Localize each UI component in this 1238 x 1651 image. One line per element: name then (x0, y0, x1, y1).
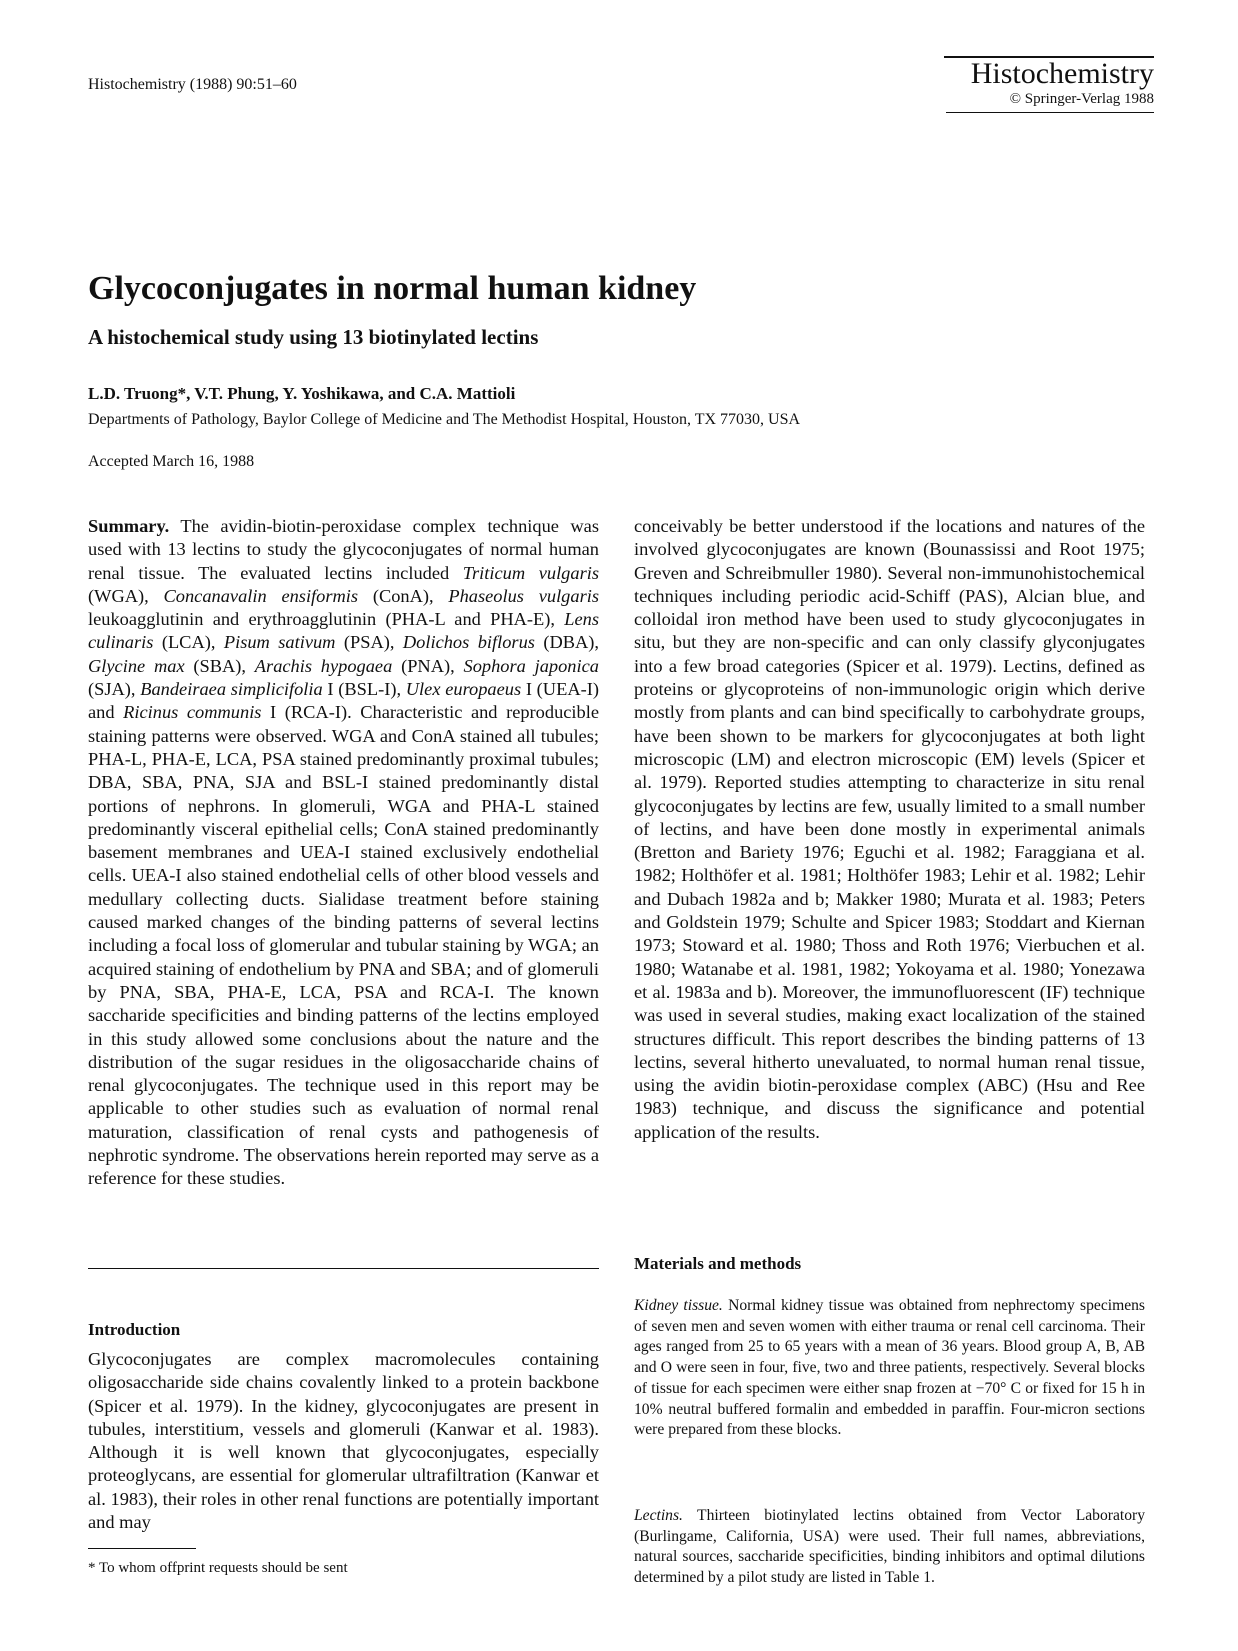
affiliation: Departments of Pathology, Baylor College of Medicine and The Methodist Hospital, Houston, TX 77030, USA (88, 411, 801, 428)
footnote-rule (88, 1548, 196, 1549)
footnote: * To whom offprint requests should be sent (88, 1560, 348, 1576)
introduction-heading: Introduction (88, 1320, 181, 1339)
copyright-line: © Springer-Verlag 1988 (1009, 91, 1154, 107)
journal-citation: Histochemistry (1988) 90:51–60 (88, 76, 297, 93)
journal-name: Histochemistry (970, 57, 1154, 90)
kidney-tissue-label: Kidney tissue. (634, 1297, 723, 1314)
summary-divider (88, 1268, 599, 1269)
introduction-continued-paragraph: conceivably be better understood if the locations and natures of the involved glycoconjugates are known (Bounassissi and Root 1975; Greven and Schreibmuller 1980). Several non-immunohistochemical techniques including periodic acid-Schiff (PAS), Alcian blue, and colloidal iron method have been used to study glycoconjugates in situ, but they are non-specific and can only classify glyconjugates into a few broad categories (Spicer et al. 1979). Lectins, defined as proteins or glycoproteins of non-immunologic origin which derive mostly from plants and can bind specifically to carbohydrate groups, have been shown to be markers for glycoconjugates at both light microscopic (LM) and electron microscopic (EM) levels (Spicer et al. 1979). Reported studies attempting to characterize in situ renal glycoconjugates by lectins are few, usually limited to a small number of lectins, and have been done mostly in experimental animals (Bretton and Bariety 1976; Eguchi et al. 1982; Faraggiana et al. 1982; Holthöfer et al. 1981; Holthöfer 1983; Lehir et al. 1982; Lehir and Dubach 1982a and b; Makker 1980; Murata et al. 1983; Peters and Goldstein 1979; Schulte and Spicer 1983; Stoddart and Kiernan 1973; Stoward et al. 1980; Thoss and Roth 1976; Vierbuchen et al. 1980; Watanabe et al. 1981, 1982; Yokoyama et al. 1980; Yonezawa et al. 1983a and b). Moreover, the immunofluorescent (IF) technique was used in several studies, making exact localization of the stained structures difficult. This report describes the binding patterns of 13 lectins, several hitherto unevaluated, to normal human renal tissue, using the avidin biotin-peroxidase complex (ABC) (Hsu and Ree 1983) technique, and discuss the significance and potential application of the results. (634, 516, 1145, 1142)
summary-section (88, 515, 599, 1191)
summary-paragraph: Summary. The avidin-biotin-peroxidase complex technique was used with 13 lectins to study the glycoconjugates of normal human renal tissue. The evaluated lectins included Triticum vulgaris (WGA), Concanavalin ensiformis (ConA), Phaseolus vulgaris leukoagglutinin and erythroagglutinin (PHA-L and PHA-E), Lens culinaris (LCA), Pisum sativum (PSA), Dolichos biflorus (DBA), Glycine max (SBA), Arachis hypogaea (PNA), Sophora japonica (SJA), Bandeiraea simplicifolia I (BSL-I), Ulex europaeus I (UEA-I) and Ricinus communis I (RCA-I). Characteristic and reproducible staining patterns were observed. WGA and ConA stained all tubules; PHA-L, PHA-E, LCA, PSA stained predominantly proximal tubules; DBA, SBA, PNA, SJA and BSL-I stained predominantly distal portions of nephrons. In glomeruli, WGA and PHA-L stained predominantly visceral epithelial cells; ConA stained predominantly basement membranes and UEA-I stained exclusively endothelial cells. UEA-I also stained endothelial cells of other blood vessels and medullary collecting ducts. Sialidase treatment before staining caused marked changes of the binding patterns of several lectins including a focal loss of glomerular and tubular staining by WGA; an acquired staining of endothelium by PNA and SBA; and of glomeruli by PNA, SBA, PHA-E, LCA, PSA and RCA-I. The known saccharide specificities and binding patterns of the lectins employed in this study allowed some conclusions about the nature and the distribution of the sugar residues in the oligosaccharide chains of renal glycoconjugates. The technique used in this report may be applicable to other studies such as evaluation of normal renal maturation, classification of renal cysts and pathogenesis of nephrotic syndrome. The observations herein reported may serve as a reference for these studies. (88, 516, 600, 1189)
summary-heading: Summary. (88, 516, 170, 536)
article-subtitle: A histochemical study using 13 biotinylated lectins (88, 325, 539, 349)
materials-methods-heading: Materials and methods (634, 1254, 802, 1273)
author-list: L.D. Truong*, V.T. Phung, Y. Yoshikawa, and C.A. Mattioli (88, 384, 516, 403)
introduction-paragraph: Glycoconjugates are complex macromolecules containing oligosaccharide side chains covalently linked to a protein backbone (Spicer et al. 1979). In the kidney, glycoconjugates are present in tubules, interstitium, vessels and glomeruli (Kanwar et al. 1983). Although it is well known that glycoconjugates, especially proteoglycans, are essential for glomerular ultrafiltration (Kanwar et al. 1983), their roles in other renal functions are potentially important and may (88, 1349, 599, 1533)
masthead-rule (946, 112, 1154, 113)
lectins-section (634, 1506, 1145, 1589)
lectins-paragraph: Lectins. Thirteen biotinylated lectins obtained from Vector Laboratory (Burlingame, California, USA) were used. Their full names, abbreviations, natural sources, saccharide specificities, binding inhibitors and optimal dilutions determined by a pilot study are listed in Table 1. (634, 1507, 1145, 1587)
accepted-date: Accepted March 16, 1988 (88, 453, 255, 470)
article-title: Glycoconjugates in normal human kidney (88, 270, 697, 307)
introduction-section (88, 1348, 599, 1534)
lectins-label: Lectins. (634, 1507, 683, 1524)
kidney-tissue-section (634, 1296, 1145, 1441)
right-column (634, 515, 1145, 1144)
kidney-tissue-paragraph: Kidney tissue. Normal kidney tissue was obtained from nephrectomy specimens of seven men and seven women with either trauma or renal cell carcinoma. Their ages ranged from 25 to 65 years with a mean of 36 years. Blood group A, B, AB and O were seen in four, five, two and three patients, respectively. Several blocks of tissue for each specimen were either snap frozen at −70° C or fixed for 15 h in 10% neutral buffered formalin and embedded in paraffin. Four-micron sections were prepared from these blocks. (634, 1297, 1145, 1439)
journal-masthead (944, 56, 1154, 113)
